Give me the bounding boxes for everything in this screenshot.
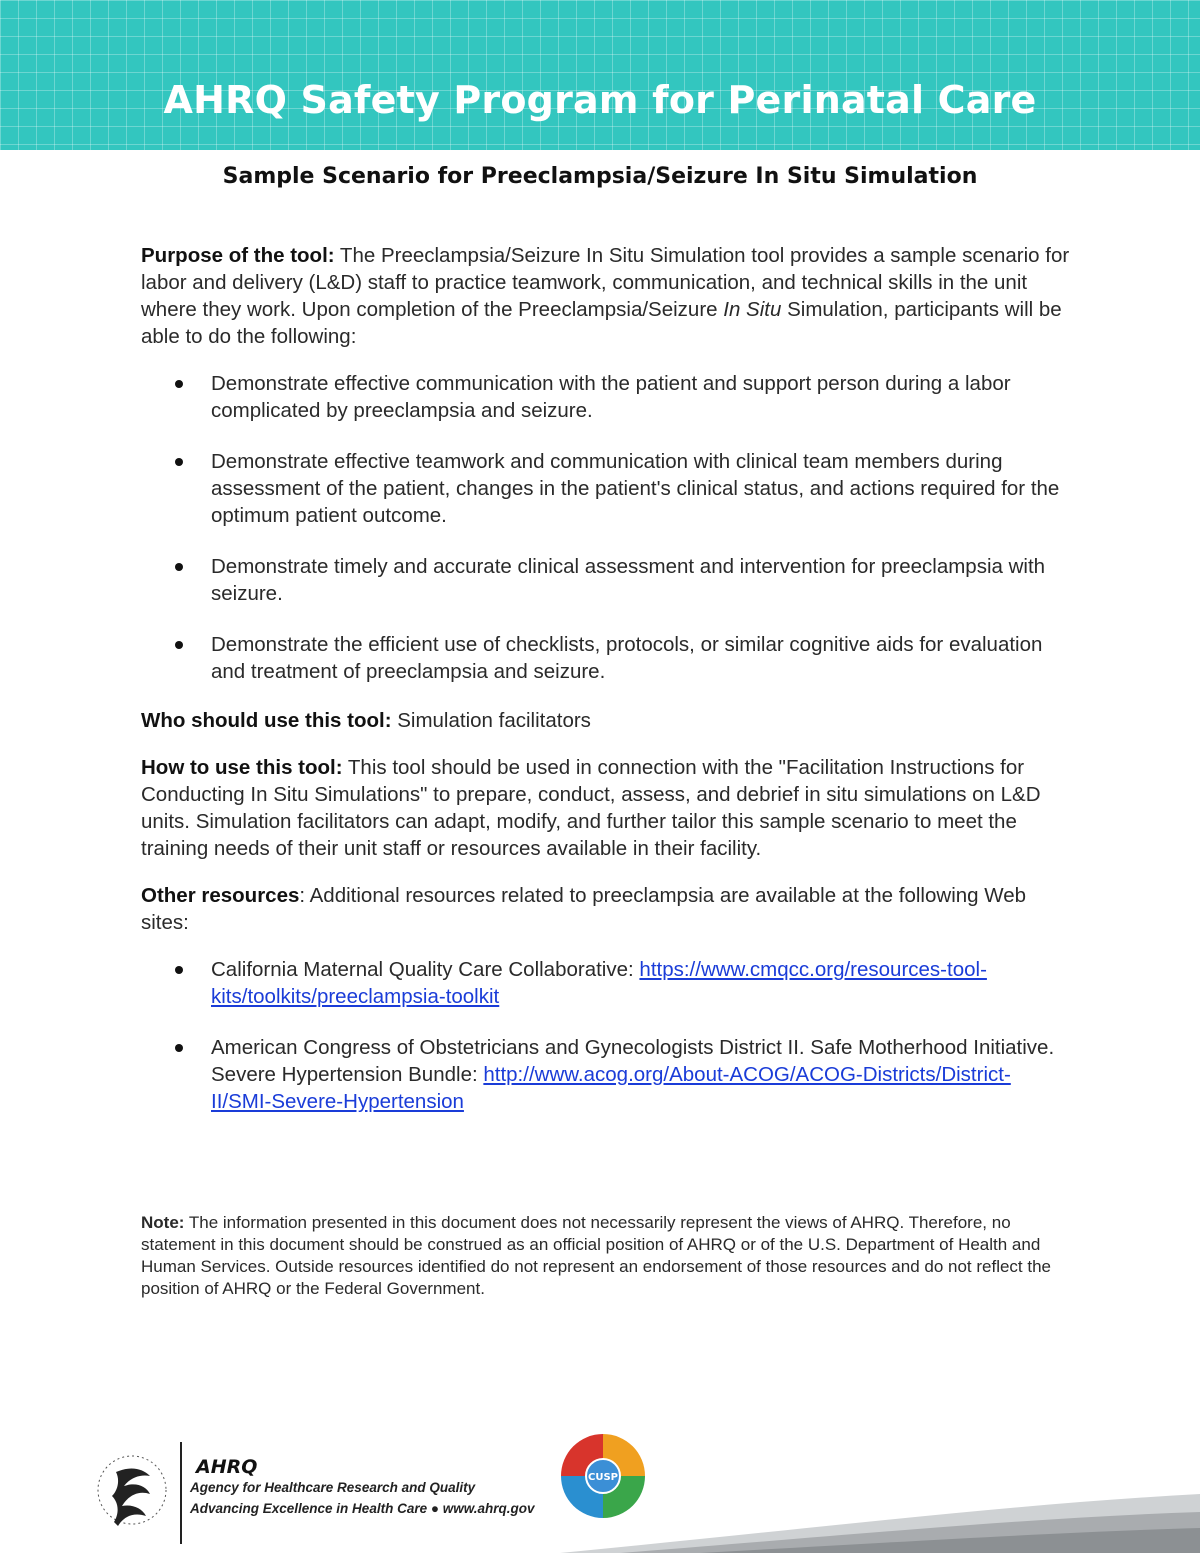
- purpose-text-a: The Preeclampsia/Seizure In Situ Simulation tool provides a sample scenario for labor and delivery (L&D) staff to practice teamwork, communication, and technical skills in the unit where they work. Upon completion of the Preeclampsia/Seizure: [141, 244, 1070, 321]
- resource-link-cmqcc[interactable]: https://www.cmqcc.org/resources-tool-kits/toolkits/preeclampsia-toolkit: [211, 958, 987, 1008]
- other-resources-text: : Additional resources related to preeclampsia are available at the following Web sites:: [141, 884, 1027, 934]
- how-label: How to use this tool:: [141, 756, 343, 779]
- objective-item: Demonstrate timely and accurate clinical assessment and intervention for preeclampsia with seizure.: [141, 553, 1071, 607]
- note-text: The information presented in this document does not necessarily represent the views of AHRQ. Therefore, no statement in this document should be construed as an official position of AHRQ or of the U.S. Department of Health and Human Services. Outside resources identified do not represent an endorsement of those resources and do not reflect the position of AHRQ or the Federal Government.: [141, 1213, 1052, 1298]
- how-paragraph: [141, 754, 1071, 862]
- objective-item: Demonstrate effective communication with the patient and support person during a labor complicated by preeclampsia and seizure.: [141, 370, 1071, 424]
- purpose-text-italic: In Situ: [723, 298, 782, 321]
- resources-list: [141, 956, 1071, 1115]
- cusp-puzzle-icon: [559, 1432, 647, 1520]
- note-label: Note:: [141, 1213, 185, 1232]
- objectives-list: [141, 370, 1071, 685]
- document-body: [141, 242, 1071, 1139]
- footer: [0, 1420, 1200, 1553]
- objective-item: Demonstrate the efficient use of checklists, protocols, or similar cognitive aids for evaluation and treatment of preeclampsia and seizure.: [141, 631, 1071, 685]
- document-title: Sample Scenario for Preeclampsia/Seizure In Situ Simulation: [222, 164, 978, 189]
- resource-link-acog[interactable]: http://www.acog.org/About-ACOG/ACOG-Districts/District-II/SMI-Severe-Hypertension: [211, 1063, 1011, 1113]
- resource-text: California Maternal Quality Care Collaborative:: [211, 958, 640, 981]
- cusp-logo-text: CUSP: [588, 1472, 618, 1483]
- who-paragraph: [141, 707, 1071, 734]
- who-text: Simulation facilitators: [391, 709, 591, 732]
- purpose-label: Purpose of the tool:: [141, 244, 335, 267]
- other-resources-paragraph: [141, 882, 1071, 936]
- agency-tagline: Advancing Excellence in Health Care ● www.ahrq.gov: [190, 1501, 535, 1516]
- resource-item: [141, 956, 1071, 1010]
- purpose-paragraph: [141, 242, 1071, 350]
- resource-text: American Congress of Obstetricians and Gynecologists District II. Safe Motherhood Initiative. Severe Hypertension Bundle:: [211, 1036, 1055, 1086]
- purpose-text-b: Simulation, participants will be able to do the following:: [141, 298, 1062, 348]
- header-banner: [0, 0, 1200, 150]
- disclaimer-note: [141, 1212, 1061, 1300]
- hhs-eagle-icon: [96, 1442, 168, 1542]
- objective-item: Demonstrate effective teamwork and communication with clinical team members during assessment of the patient, changes in the patient's clinical status, and actions required for the optimum patient outcome.: [141, 448, 1071, 529]
- how-text: This tool should be used in connection with the "Facilitation Instructions for Conducting In Situ Simulations" to prepare, conduct, assess, and debrief in situ simulations on L&D units. Simulation facilitators can adapt, modify, and further tailor this sample scenario to meet the training needs of their unit staff or resources available in their facility.: [141, 756, 1041, 860]
- logo-divider: [180, 1442, 182, 1544]
- program-title: AHRQ Safety Program for Perinatal Care: [163, 78, 1037, 122]
- who-label: Who should use this tool:: [141, 709, 392, 732]
- agency-name: Agency for Healthcare Research and Quality: [190, 1480, 476, 1495]
- resource-item: [141, 1034, 1071, 1115]
- ahrq-logo: AHRQ: [196, 1456, 258, 1478]
- other-resources-label: Other resources: [141, 884, 300, 907]
